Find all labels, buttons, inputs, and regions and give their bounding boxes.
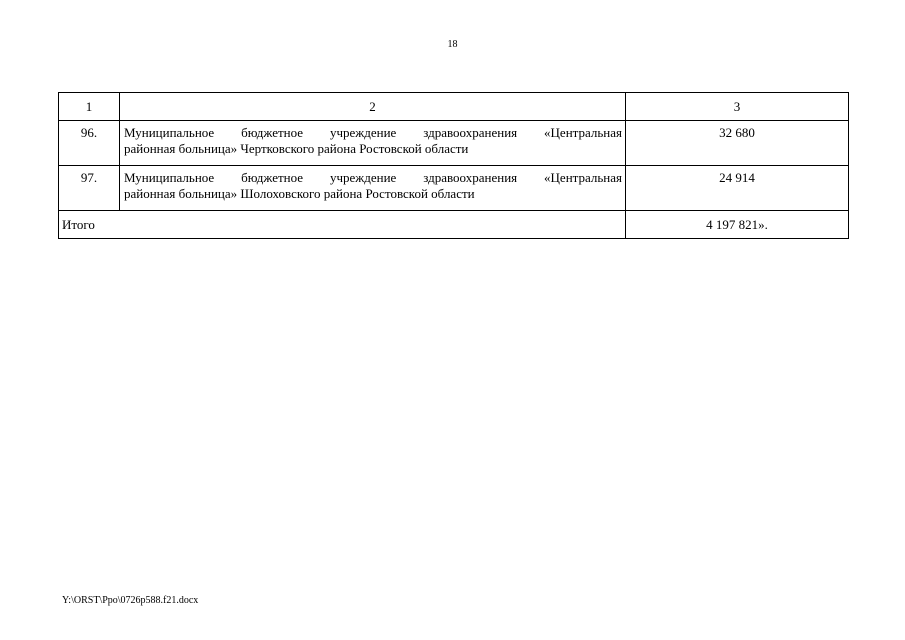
total-amount: 4 197 821».	[626, 211, 849, 239]
table-row	[59, 166, 849, 211]
row-number: 97.	[59, 166, 120, 211]
page-number: 18	[447, 39, 458, 50]
institution-name	[120, 121, 626, 166]
table-row	[59, 121, 849, 166]
institution-name	[120, 166, 626, 211]
file-path-footer: Y:\ORST\Ppo\0726p588.f21.docx	[62, 595, 199, 606]
institution-name-line: районная больница» Чертковского района Ростовской области	[124, 141, 469, 156]
institution-name-line: Муниципальное бюджетное учреждение здравоохранения «Центральная	[124, 125, 622, 140]
column-header-2: 2	[120, 93, 626, 121]
column-header-1: 1	[59, 93, 120, 121]
institution-name-line: Муниципальное бюджетное учреждение здравоохранения «Центральная	[124, 170, 622, 185]
amount-cell: 32 680	[626, 121, 849, 166]
total-label: Итого	[59, 211, 626, 239]
table-total-row	[59, 211, 849, 239]
amount-cell: 24 914	[626, 166, 849, 211]
institution-name-line: районная больница» Шолоховского района Ростовской области	[124, 186, 475, 201]
row-number: 96.	[59, 121, 120, 166]
table-header-row	[59, 93, 849, 121]
column-header-3: 3	[626, 93, 849, 121]
allocation-table	[58, 92, 849, 239]
